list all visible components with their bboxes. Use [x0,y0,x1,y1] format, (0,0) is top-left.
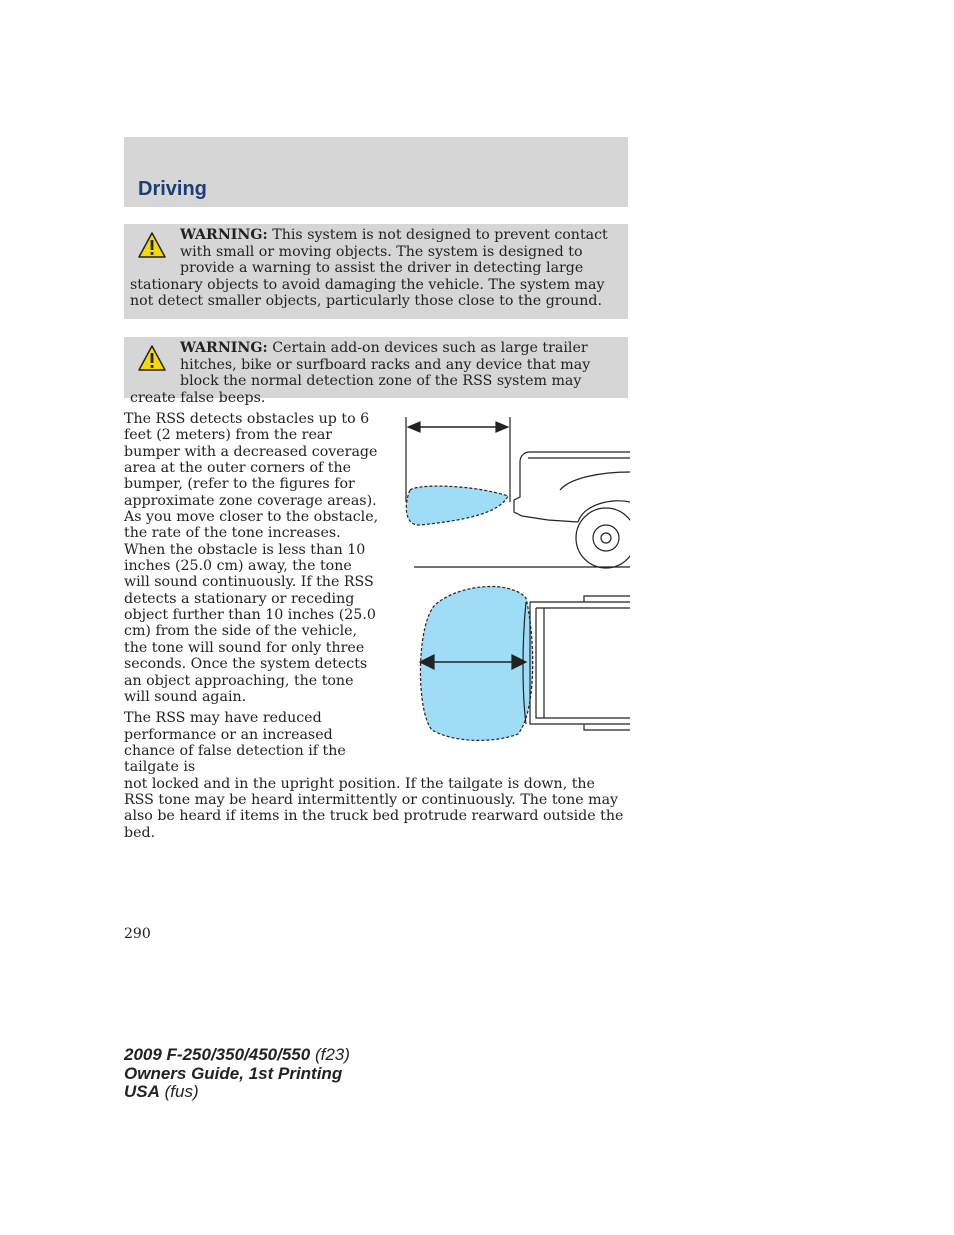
footer-model-code: (f23) [310,1045,350,1064]
paragraph-tailgate-end: not locked and in the upright position. If the tailgate is down, the RSS tone may be heard intermittently or continuously. The tone may also be heard if items in the truck bed protrude rearward outside the bed. [124,775,624,841]
document-footer [124,1046,350,1102]
warning-label: WARNING: [180,227,268,243]
top-view [420,587,630,741]
warning-text: This system is not designed to prevent contact with small or moving objects. The system is designed to provide a warning to assist the driver in detecting large stationary objects to avoid damaging the vehicle. The system may not detect smaller objects, particularly those close to the ground. [130,227,608,309]
page-number: 290 [124,926,151,942]
warning-triangle-icon [138,231,166,259]
section-header [124,137,628,207]
paragraph-tailgate-start: The RSS may have reduced performance or an increased chance of false detection if the tailgate is [124,710,346,776]
section-title: Driving [138,178,207,200]
footer-market-code: (fus) [159,1082,199,1101]
warning-text: Certain add-on devices such as large trailer hitches, bike or surfboard racks and any device that may block the normal detection zone of the RSS system may create false beeps. [130,340,591,406]
rss-coverage-illustration [400,412,630,747]
side-view [406,417,630,568]
footer-edition: Owners Guide, 1st Printing [124,1063,343,1083]
footer-model: 2009 F-250/350/450/550 [124,1045,311,1064]
warning-box-1 [124,224,628,319]
warning-box-2 [124,337,628,406]
warning-label: WARNING: [180,340,268,356]
paragraph-detection-range: The RSS detects obstacles up to 6 feet (2 meters) from the rear bumper with a decreased coverage area at the outer corners of the bumper, (refer to the figures for approximate zone coverage areas). As you move closer to the obstacle, the rate of the tone increases. When the obstacle is less than 10 inches (25.0 cm) away, the tone will sound continuously. If the RSS detects a stationary or receding object further than 10 inches (25.0 cm) from the side of the vehicle, the tone will sound for only three seconds. Once the system detects an object approaching, the tone will sound again. [124,411,379,705]
footer-market: USA [124,1082,160,1101]
warning-triangle-icon [138,344,166,372]
